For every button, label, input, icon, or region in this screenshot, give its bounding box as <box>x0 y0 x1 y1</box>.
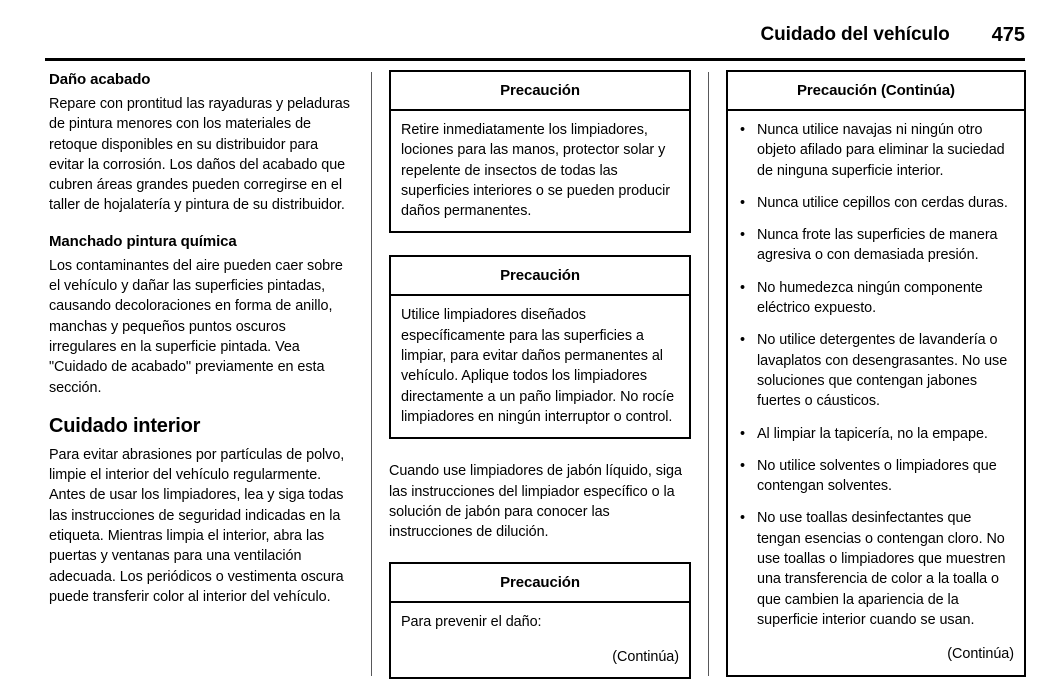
bullet-icon: • <box>740 227 745 244</box>
list-item <box>738 424 1014 444</box>
column-middle <box>389 70 691 679</box>
caution-box-continued-body <box>728 111 1024 675</box>
caution-bullet-list <box>738 120 1014 630</box>
bullet-icon: • <box>740 457 745 474</box>
caution-box-3 <box>389 562 691 679</box>
caution-box-continued-label: (Continúa) <box>947 646 1014 663</box>
header-rule <box>45 58 1025 61</box>
caution-box-1-title: Precaución <box>391 72 689 111</box>
caution-box-1 <box>389 70 691 233</box>
list-item <box>738 278 1014 319</box>
bullet-icon: • <box>740 510 745 527</box>
paragraph-cuidado-interior: Para evitar abrasiones por partículas de polvo, limpie el interior del vehículo regularmente. Antes de usar los limpiadores, lea y siga todas las instrucciones de seguridad indicadas en la etiqueta. Mientras limpia el interior, abra las puertas y ventanas para una ventilación adecuada. Los periódicos o vestimenta oscura puede transferir color al interior del vehículo. <box>49 446 345 605</box>
caution-box-2-title: Precaución <box>391 257 689 296</box>
paragraph-manchado-pintura-quimica: Los contaminantes del aire pueden caer sobre el vehículo y dañar las superficies pintadas, causando decoloraciones en forma de anillo, manchas y pequeños puntos oscuros irregulares en la superficie pintada. Vea "Cuidado de acabado" previamente en esta sección. <box>49 257 343 396</box>
caution-box-3-continued: (Continúa) <box>612 648 679 665</box>
page-number: 475 <box>991 24 1025 46</box>
column-right <box>726 70 1026 677</box>
caution-box-continued <box>726 70 1026 677</box>
caution-box-3-body <box>391 603 689 677</box>
list-item-text: No utilice solventes o limpiadores que contengan solventes. <box>757 457 997 495</box>
list-item-text: No humedezca ningún componente eléctrico expuesto. <box>757 279 983 317</box>
caution-box-2-body <box>391 296 689 437</box>
list-item-text: Nunca utilice navajas ni ningún otro objeto afilado para eliminar la suciedad de ninguna superficie interior. <box>757 122 1005 179</box>
list-item-text: Al limpiar la tapicería, no la empape. <box>757 425 988 442</box>
bullet-icon: • <box>740 332 745 349</box>
column-left <box>49 70 354 607</box>
bullet-icon: • <box>740 122 745 138</box>
list-item-text: No utilice detergentes de lavandería o lavaplatos con desengrasantes. No use soluciones que contengan jabones fuertes o cáusticos. <box>757 332 1008 410</box>
paragraph-dano-acabado: Repare con prontitud las rayaduras y peladuras de pintura menores con los materiales de retoque disponibles en su distribuidor para evitar la corrosión. Los daños del acabado que cubren áreas grandes pueden corregirse en el taller de hojalatería y pintura de su distribuidor. <box>49 96 350 214</box>
column-divider-right <box>708 72 709 676</box>
caution-box-1-body <box>391 111 689 231</box>
page-header <box>45 24 1025 58</box>
list-item-text: Nunca frote las superficies de manera agresiva o con demasiada presión. <box>757 227 998 264</box>
caution-box-continued-title: Precaución (Continúa) <box>728 72 1024 111</box>
caution-box-1-text: Retire inmediatamente los limpiadores, lociones para las manos, protector solar y repelente de insectos de todas las superficies interiores o se pueden producir daños permanentes. <box>401 122 671 220</box>
heading-cuidado-interior: Cuidado interior <box>49 414 201 437</box>
list-item <box>738 120 1014 181</box>
heading-manchado-pintura-quimica: Manchado pintura química <box>49 232 237 250</box>
list-item <box>738 456 1014 497</box>
heading-dano-acabado: Daño acabado <box>49 71 151 88</box>
column-divider-left <box>371 72 372 676</box>
list-item <box>738 330 1014 411</box>
list-item <box>738 225 1014 266</box>
list-item-text: No use toallas desinfectantes que tengan esencias o contengan cloro. No use toallas o limpiadores que muestren una transferencia de color a la toalla o que cambien la apariencia de la superficie interior cuando se usan. <box>757 510 1006 628</box>
list-item <box>738 508 1014 630</box>
list-item <box>738 193 1014 213</box>
bullet-icon: • <box>740 194 745 211</box>
page-title: Cuidado del vehículo <box>760 24 950 45</box>
caution-box-2 <box>389 255 691 439</box>
content-columns <box>0 70 1054 680</box>
caution-box-3-title: Precaución <box>391 564 689 603</box>
list-item-text: Nunca utilice cepillos con cerdas duras. <box>757 194 1008 211</box>
caution-box-3-text: Para prevenir el daño: <box>401 614 542 631</box>
bullet-icon: • <box>740 425 745 442</box>
paragraph-jabon-liquido: Cuando use limpiadores de jabón líquido, siga las instrucciones del limpiador específico o la solución de jabón para conocer las instrucciones de dilución. <box>389 463 682 541</box>
caution-box-2-text: Utilice limpiadores diseñados específicamente para las superficies a limpiar, para evitar daños permanentes al vehículo. Aplique todos los limpiadores directamente a un paño limpiador. No rocíe limpiadores en ningún interruptor o control. <box>401 307 675 425</box>
bullet-icon: • <box>740 279 745 296</box>
